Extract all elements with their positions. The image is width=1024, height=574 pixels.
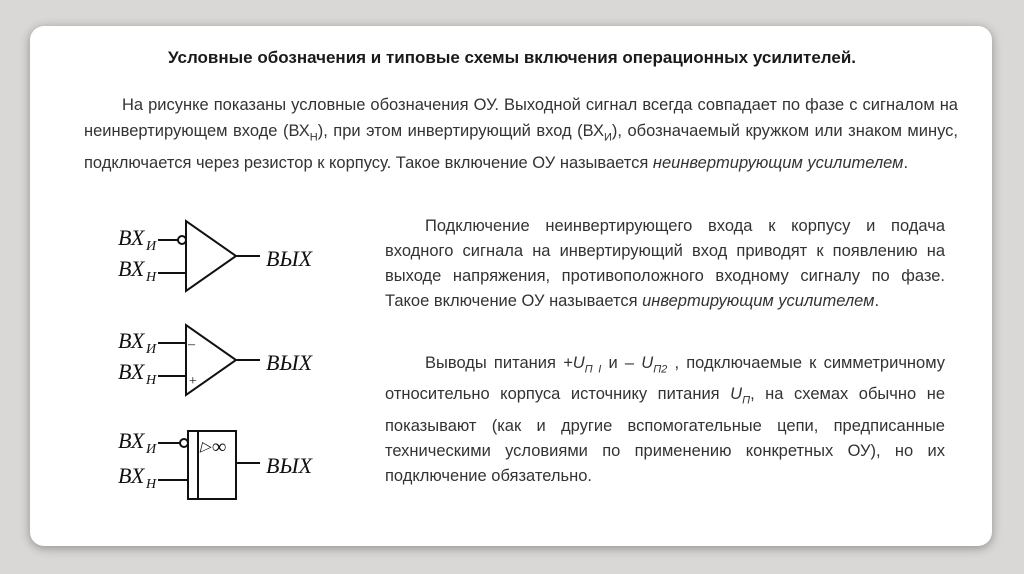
para3-u1: +U [563, 354, 585, 372]
minus-sign: – [188, 337, 195, 352]
para3-sub-2: П2 [653, 363, 668, 376]
input-sub-noninv-2: Н [146, 373, 157, 388]
input-label-inv-3: ВХ [118, 428, 145, 453]
para2-end: . [874, 292, 880, 310]
infinity-symbol: ∞ [212, 436, 227, 458]
para3-u3: U [730, 385, 743, 404]
inverting-paragraph [385, 214, 945, 314]
output-label-1: ВЫХ [266, 246, 313, 271]
intro-italic-term: неинвертирующим усилителем [652, 154, 904, 173]
input-label-noninv-3: ВХ [118, 463, 145, 488]
input-sub-inv-1: И [146, 239, 157, 254]
intro-sub-1: Н [309, 131, 318, 144]
opamp-symbol-circle [118, 221, 314, 291]
intro-text-3: ), обозначаемый кружком или знаком минус, подключается через резистор к корпусу. Такое включение ОУ называется [84, 122, 959, 173]
intro-text-1: На рисунке показаны условные обозначения ОУ. Выходной сигнал всегда совпадает по фазе с сигналом на неинвертирующем входе (ВХ [84, 96, 958, 140]
input-sub-noninv-1: Н [146, 270, 157, 285]
output-label-3: ВЫХ [266, 453, 313, 478]
input-sub-noninv-3: Н [146, 477, 157, 492]
para3-u2: U [641, 354, 654, 372]
intro-text-4: . [903, 154, 909, 173]
para3-text-3: , подключаемые к симметричному относительно корпуса источнику питания [385, 354, 945, 404]
intro-text-2: ), при этом инвертирующий вход (ВХ [317, 122, 604, 140]
para3-sub-1: П I [584, 363, 602, 376]
plus-sign: + [188, 374, 198, 389]
opamp-symbol-rectangular [118, 428, 314, 499]
input-label-inv-1: ВХ [118, 225, 145, 250]
page-title: Условные обозначения и типовые схемы включения операционных усилителей. [167, 48, 857, 67]
input-sub-inv-2: И [146, 342, 157, 357]
opamp-symbols-diagram [110, 205, 330, 505]
para3-sub-3: П [742, 394, 751, 407]
para2-text: Подключение неинвертирующего входа к корпусу и подача входного сигнала на инвертирующий вход приводят к появлению на выходе напряжения, противоположного входному сигналу по фазе. Такое включение ОУ называется [385, 217, 945, 310]
input-sub-inv-3: И [146, 442, 157, 457]
intro-paragraph [84, 92, 958, 176]
para2-italic-term: инвертирующим усилителем [642, 292, 875, 310]
opamp-symbol-plus-minus [118, 325, 314, 395]
input-label-noninv-2: ВХ [118, 359, 145, 384]
para3-text-1: Выводы питания [425, 354, 564, 372]
output-label-2: ВЫХ [266, 350, 313, 375]
power-paragraph [385, 351, 945, 489]
para3-text-2: и – [601, 354, 642, 372]
input-label-noninv-1: ВХ [118, 256, 145, 281]
input-label-inv-2: ВХ [118, 328, 145, 353]
triangle-symbol: ▷ [200, 440, 211, 455]
para3-text-4: , на схемах обычно не показывают (как и другие вспомогательные цепи, предписанные техническими условиями по применению конкретных ОУ), но их подключение обязательно. [385, 385, 945, 485]
intro-sub-2: И [603, 131, 612, 144]
